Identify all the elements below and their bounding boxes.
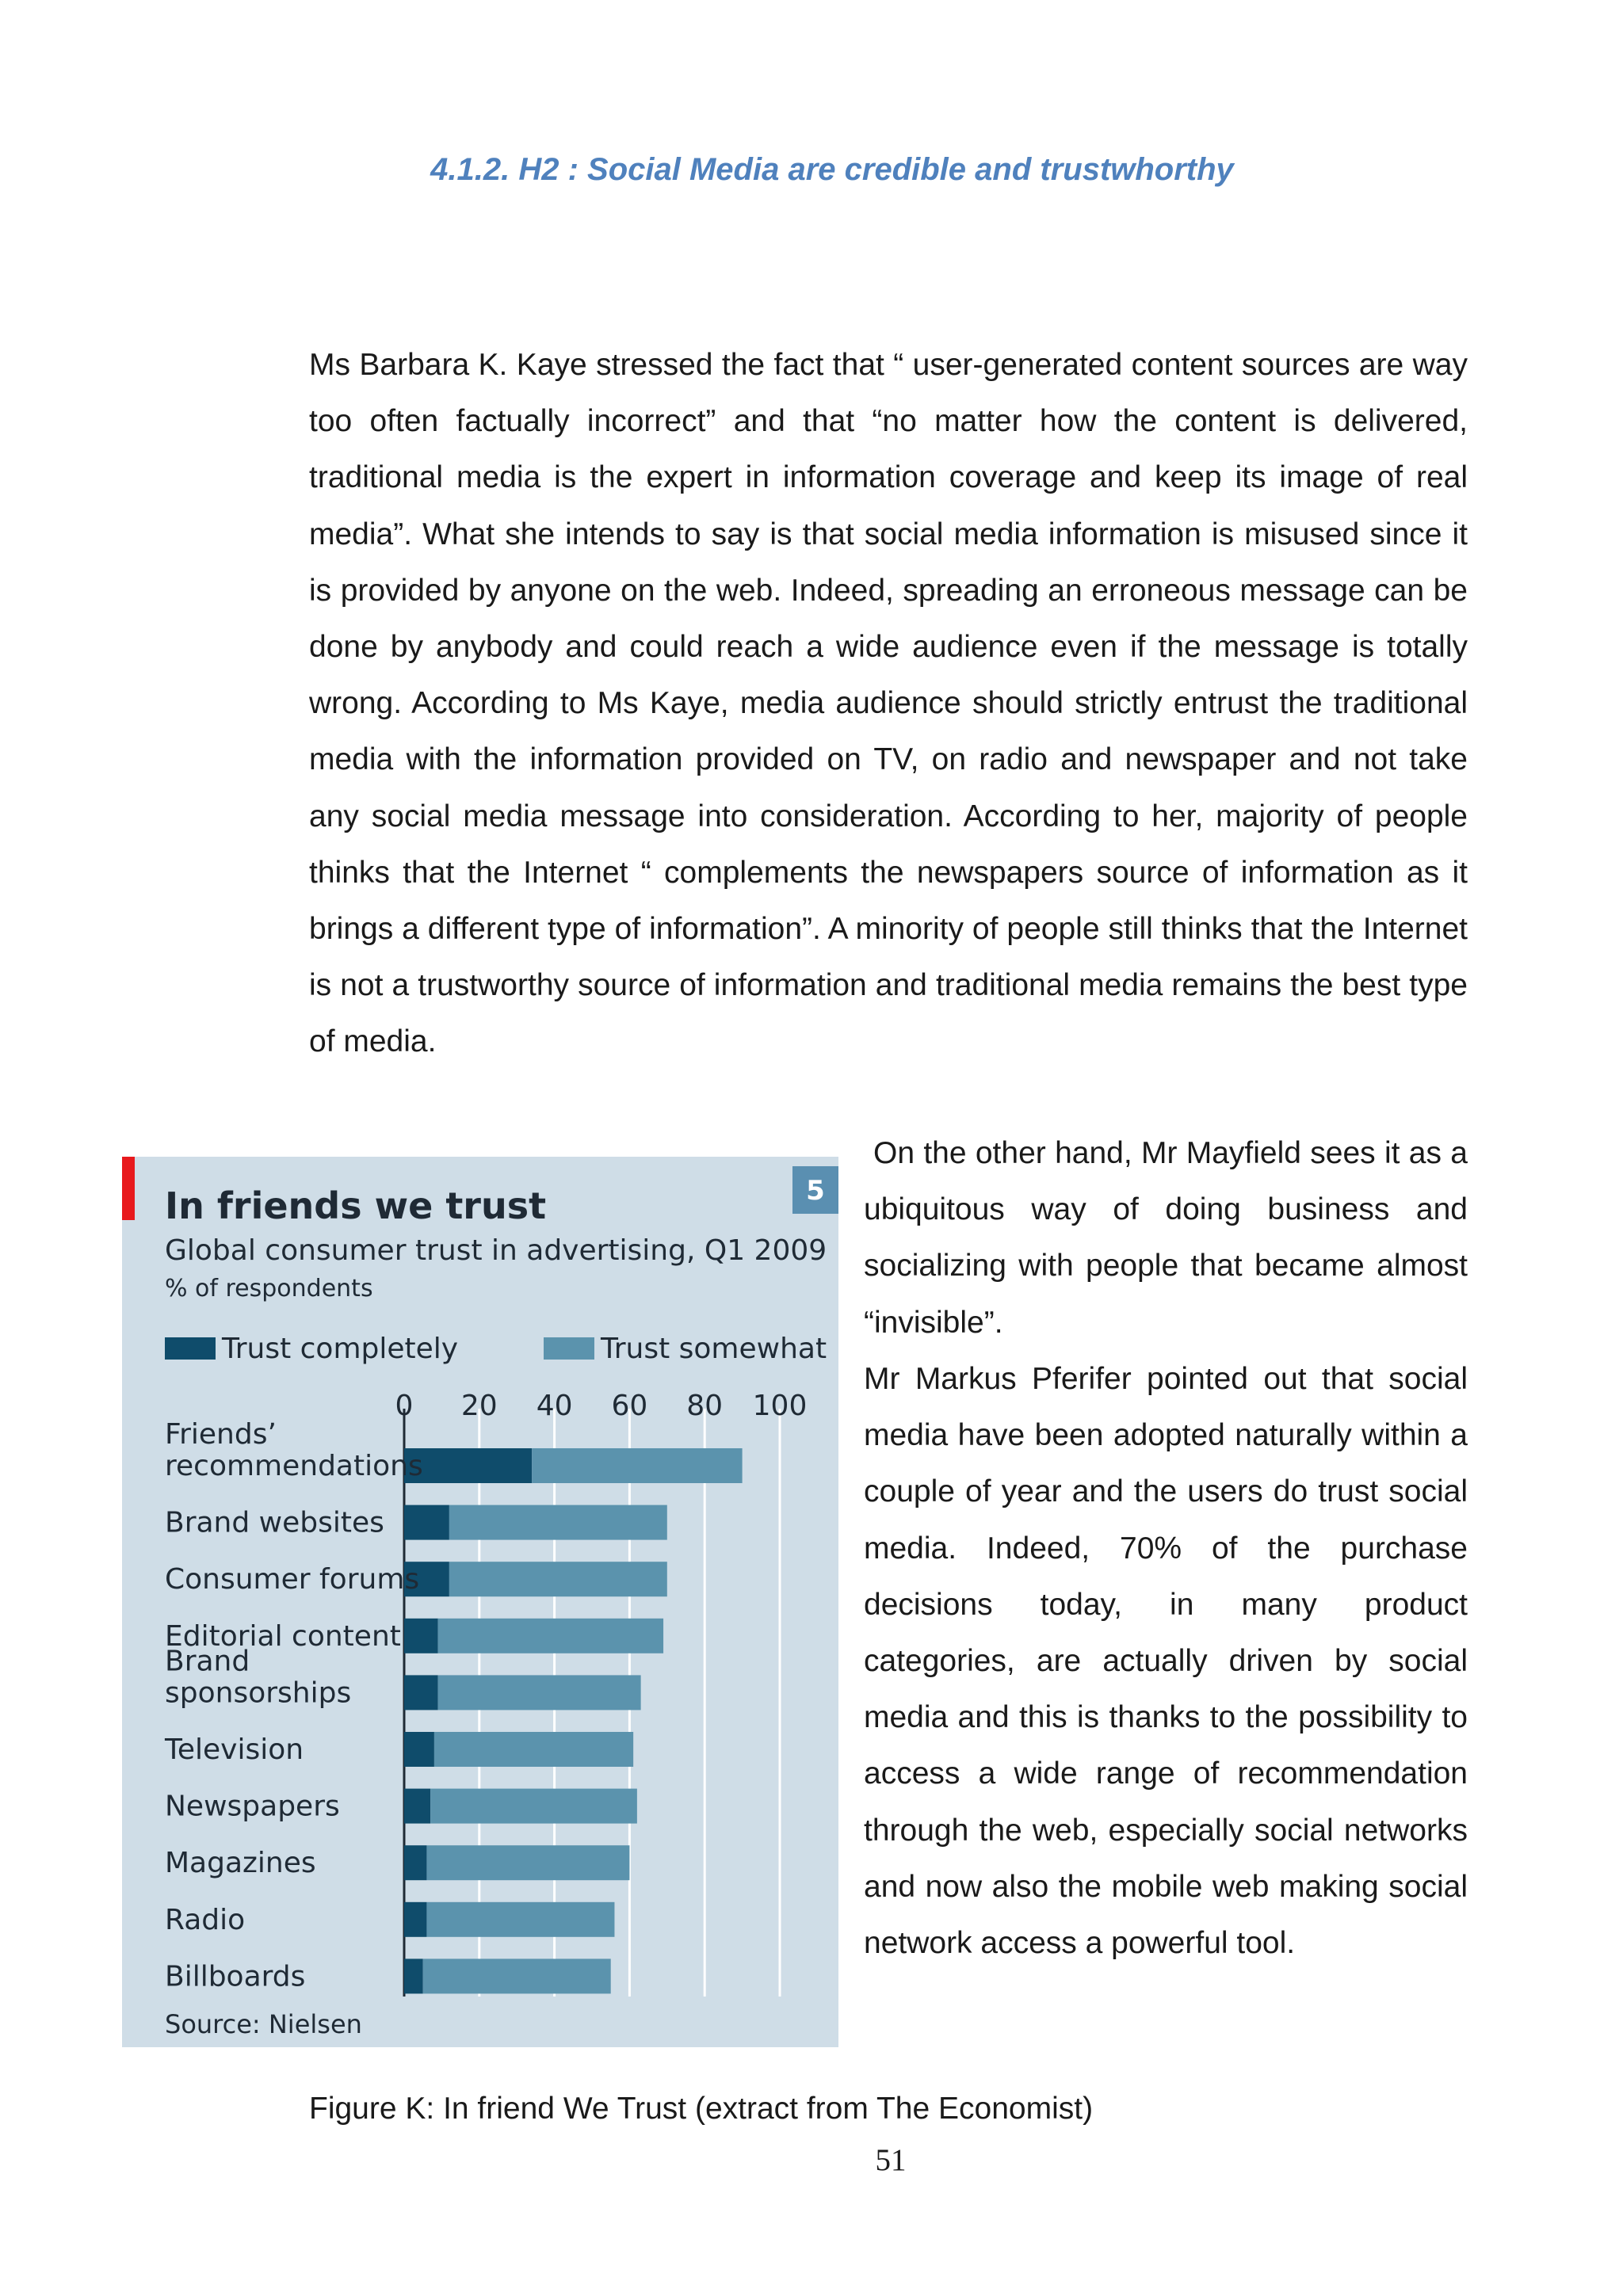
bar-1-8 [426, 1902, 614, 1937]
category-label-0-a: Friends’ [165, 1418, 277, 1451]
bar-1-4 [438, 1675, 641, 1710]
category-label-0-b: recommendations [165, 1450, 423, 1482]
paragraph-mayfield: On the other hand, Mr Mayfield sees it as a ubiquitous way of doing business and socializing with people that became almost “invisible”. [864, 1136, 1468, 1340]
chart-source: Source: Nielsen [165, 2009, 362, 2039]
x-tick-label-60: 60 [611, 1390, 648, 1422]
legend-swatch-0 [165, 1337, 216, 1360]
bar-1-2 [449, 1562, 667, 1596]
category-label-6: Newspapers [165, 1790, 340, 1823]
legend-swatch-1 [544, 1337, 594, 1360]
bar-1-6 [430, 1789, 637, 1824]
bar-0-5 [404, 1732, 434, 1767]
x-tick-label-80: 80 [686, 1390, 724, 1422]
figure-caption: Figure K: In friend We Trust (extract from The Economist) [309, 2092, 1094, 2126]
bar-1-0 [532, 1448, 742, 1483]
page-number: 51 [875, 2143, 907, 2177]
chart-number: 5 [806, 1175, 825, 1207]
x-tick-label-20: 20 [460, 1390, 498, 1422]
chart-title: In friends we trust [165, 1184, 547, 1227]
paragraph-pferifer: Mr Markus Pferifer pointed out that social media have been adopted naturally within a couple of year and the users do trust social media. Indeed, 70% of the purchase decisions today, in many product categories, are actually driven by social media and this is thanks to the possibility to access a wide range of recommendation through the web, especially social networks and now also the mobile web making social network access a powerful tool. [864, 1362, 1468, 1961]
legend-label-0: Trust completely [222, 1333, 459, 1365]
bar-0-4 [404, 1675, 438, 1710]
section-heading: 4.1.2. H2 : Social Media are credible and trustwhorthy [430, 152, 1234, 187]
bar-1-9 [423, 1958, 611, 1993]
category-label-8: Radio [165, 1903, 246, 1936]
category-label-4-b: sponsorships [165, 1676, 352, 1710]
bar-1-1 [449, 1505, 667, 1540]
category-label-1: Brand websites [165, 1506, 384, 1539]
bar-0-7 [404, 1845, 426, 1880]
bar-0-1 [404, 1505, 449, 1540]
paragraph-kaye: Ms Barbara K. Kaye stressed the fact that “ user-generated content sources are way too often factually incorrect” and that “no matter how the content is delivered, traditional media is the expert in information coverage and keep its image of real media”. What she intends to say is that social media information is misused since it is provided by anyone on the web. Indeed, spreading an erroneous message can be done by anybody and could reach a wide audience even if the message is totally wrong. According to Ms Kaye, media audience should strictly entrust the traditional media with the information provided on TV, on radio and newspaper and not take any social media message into consideration. According to her, majority of people thinks that the Internet “ complements the newspapers source of information as it brings a different type of information”. A minority of people still thinks that the Internet is not a trustworthy source of information and traditional media remains the best type of media. [309, 348, 1468, 1059]
x-tick-label-100: 100 [752, 1390, 808, 1422]
category-label-3: Editorial content [165, 1619, 401, 1653]
bar-1-3 [438, 1619, 663, 1653]
x-tick-label-40: 40 [536, 1390, 573, 1422]
trust-chart-svg [122, 1157, 838, 2047]
category-label-4-a: Brand [165, 1645, 250, 1678]
x-tick-label-0: 0 [395, 1390, 414, 1422]
legend-label-1: Trust somewhat [601, 1333, 827, 1365]
bar-1-7 [426, 1845, 629, 1880]
accent-bar [122, 1157, 135, 1220]
chart-subtitle: Global consumer trust in advertising, Q1 2009 [165, 1234, 827, 1267]
category-label-2: Consumer forums [165, 1563, 420, 1596]
chart-unit-label: % of respondents [165, 1275, 373, 1302]
bar-1-5 [434, 1732, 633, 1767]
category-label-5: Television [165, 1733, 304, 1766]
trust-chart [122, 1157, 838, 2047]
category-label-7: Magazines [165, 1847, 316, 1880]
category-label-9: Billboards [165, 1960, 306, 1993]
bar-0-6 [404, 1789, 430, 1824]
bar-0-9 [404, 1958, 423, 1993]
bar-0-8 [404, 1902, 426, 1937]
bar-0-0 [404, 1448, 532, 1483]
bar-0-3 [404, 1619, 438, 1653]
